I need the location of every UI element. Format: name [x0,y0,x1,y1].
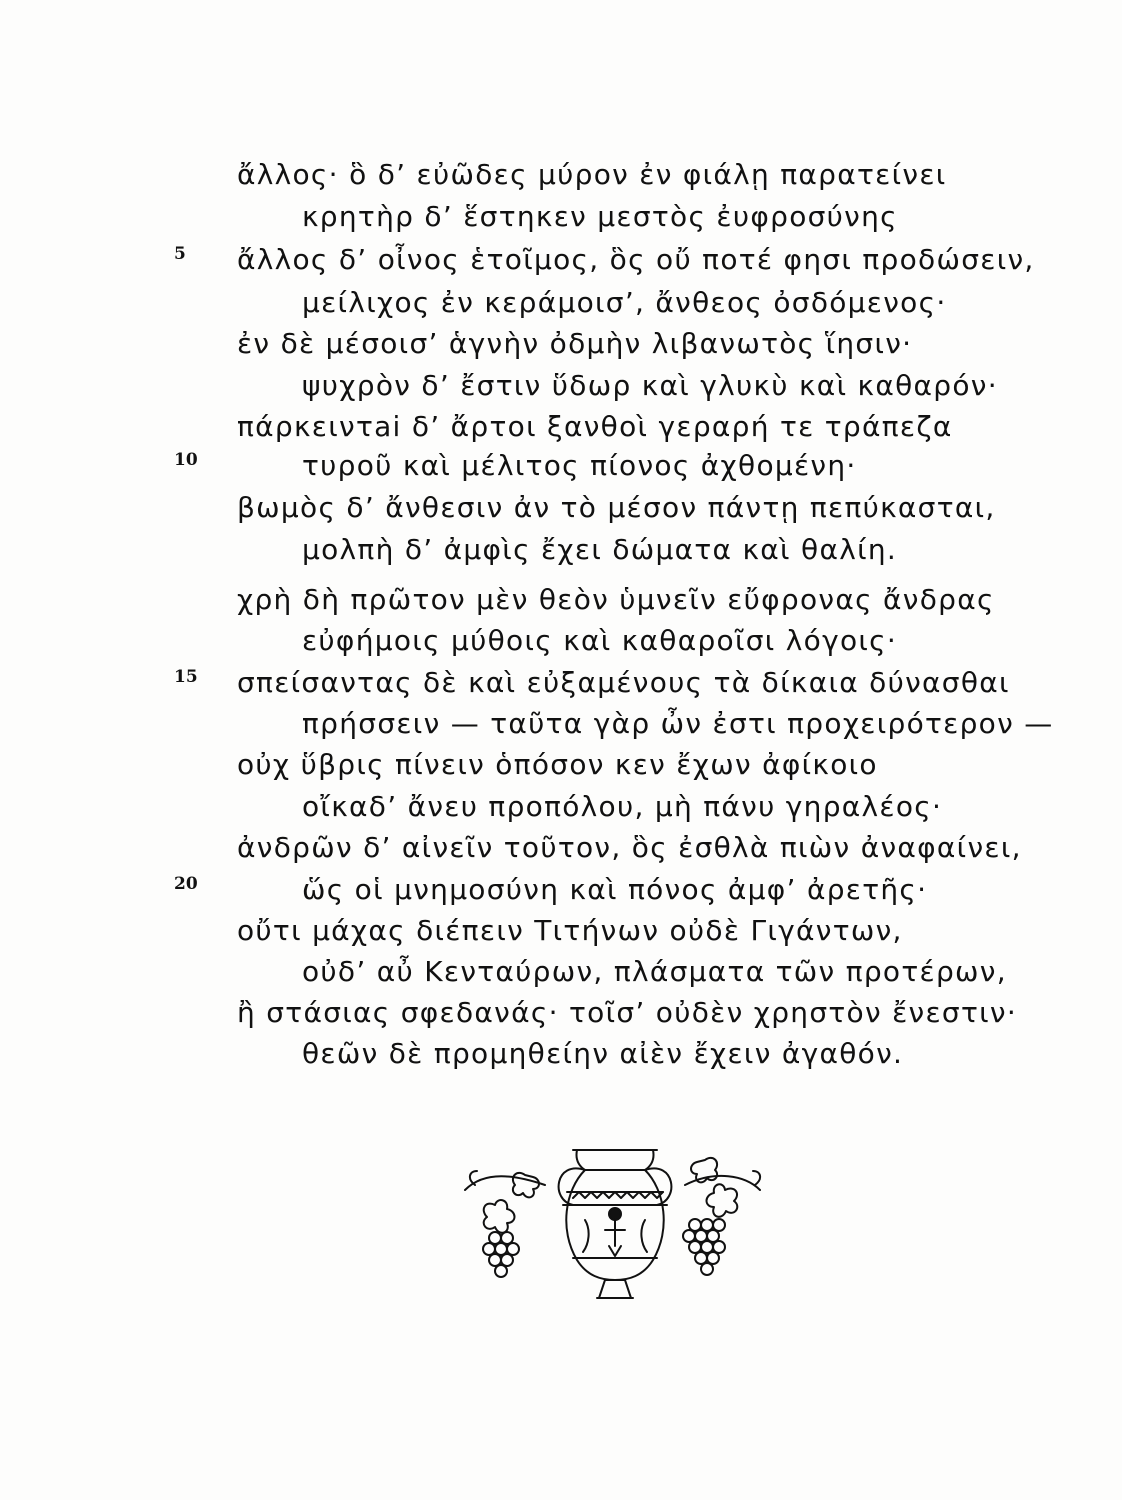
verse-line: μολπὴ δ’ ἀμφὶς ἔχει δώματα καὶ θαλίη. [302,533,898,566]
verse-line: χρὴ δὴ πρῶτον μὲν θεὸν ὑμνεῖν εὔφρονας ἄνδρας [237,583,995,616]
verse-line: οὐχ ὕβρις πίνειν ὁπόσον κεν ἔχων ἀφίκοιο [237,748,878,781]
verse-line: ἀνδρῶν δ’ αἰνεῖν τοῦτον, ὃς ἐσθλὰ πιὼν ἀναφαίνει, [237,831,1022,864]
line-number: 10 [174,450,198,470]
line-number: 15 [174,667,198,687]
verse-line: οὐδ’ αὖ Κενταύρων, πλάσματα τῶν προτέρων, [302,955,1007,988]
verse-line: βωμὸς δ’ ἄνθεσιν ἀν τὸ μέσον πάντῃ πεπύκασται, [237,491,996,524]
verse-line: ἐν δὲ μέσοισ’ ἁγνὴν ὀδμὴν λιβανωτὸς ἵησιν· [237,327,913,360]
verse-line: ἄλλος· ὃ δ’ εὐῶδες μύρον ἐν φιάλῃ παρατείνει [237,158,947,191]
verse-line: οἴκαδ’ ἄνευ προπόλου, μὴ πάνυ γηραλέος· [302,790,943,823]
verse-line: κρητὴρ δ’ ἕστηκεν μεστὸς ἐυφροσύνης [302,200,898,233]
amphora-with-grapevine-icon [455,1130,775,1310]
verse-line: τυροῦ καὶ μέλιτος πίονος ἀχθομένη· [302,449,857,482]
verse-line: πάρκειντai δ’ ἄρτοι ξανθοὶ γεραρή τε τράπεζα [237,410,953,443]
verse-line: ὥς οἱ μνημοσύνη καὶ πόνος ἀμφ’ ἀρετῆς· [302,873,928,906]
verse-line: ἢ στάσιας σφεδανάς· τοῖσ’ οὐδὲν χρηστὸν ἔνεστιν· [237,996,1018,1029]
verse-line: ψυχρὸν δ’ ἔστιν ὕδωρ καὶ γλυκὺ καὶ καθαρόν· [302,369,998,402]
line-number: 5 [174,244,186,264]
verse-line: οὔτι μάχας διέπειν Τιτήνων οὐδὲ Γιγάντων, [237,914,903,947]
verse-line: θεῶν δὲ προμηθείην αἰὲν ἔχειν ἀγαθόν. [302,1037,904,1070]
verse-line: σπείσαντας δὲ καὶ εὐξαμένους τὰ δίκαια δύνασθαι [237,666,1010,699]
verse-line: μείλιχος ἐν κεράμοισ’, ἄνθεος ὀσδόμενος· [302,286,947,319]
verse-line: πρήσσειν — ταῦτα γὰρ ὦν ἐστι προχειρότερον — [302,707,1054,740]
line-number: 20 [174,874,198,894]
verse-line: ἄλλος δ’ οἶνος ἑτοῖμος, ὃς οὔ ποτέ φησι προδώσειν, [237,243,1035,276]
verse-line: εὐφήμοις μύθοις καὶ καθαροῖσι λόγοις· [302,624,898,657]
